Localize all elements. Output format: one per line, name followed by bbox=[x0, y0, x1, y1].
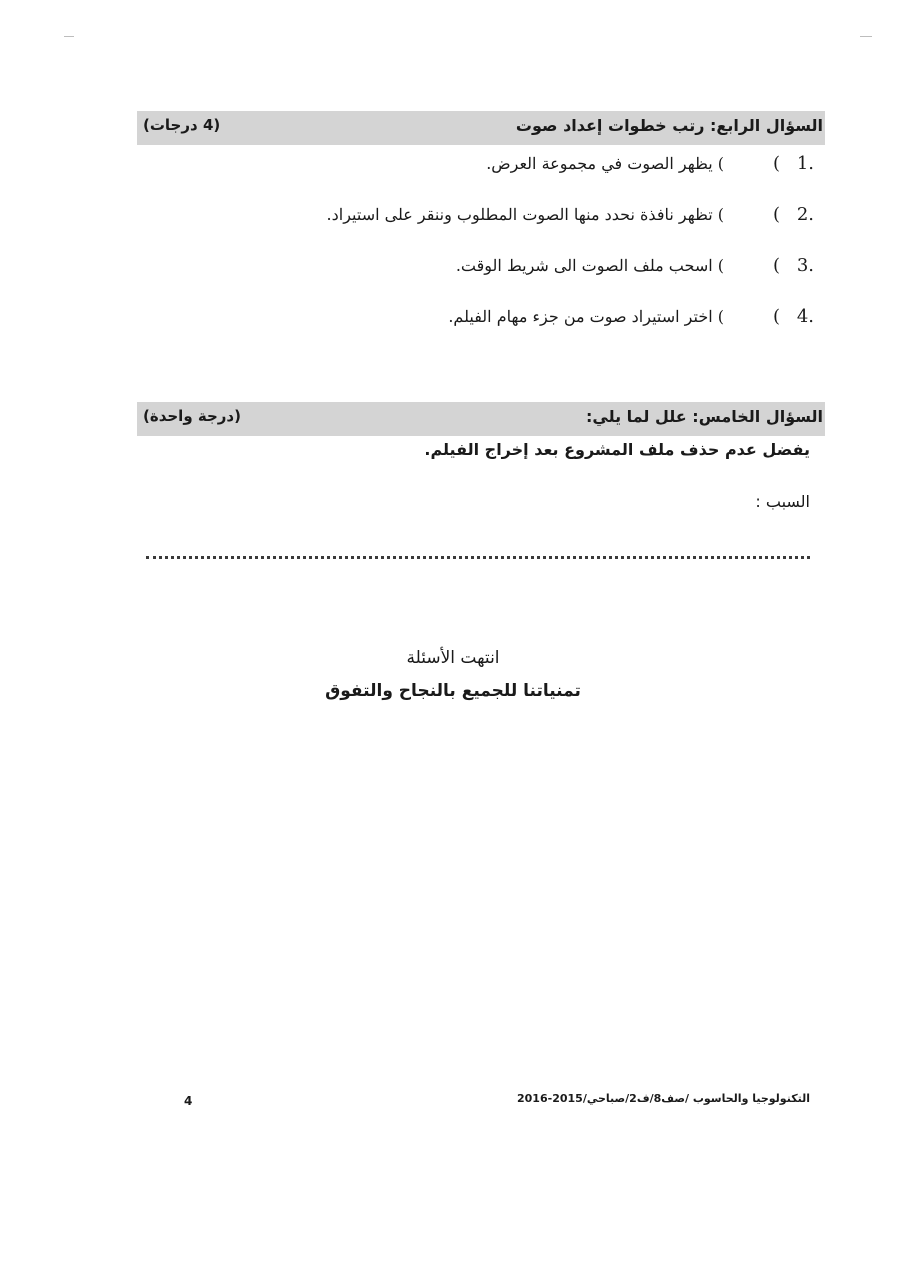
scan-corner-mark bbox=[64, 36, 74, 37]
step-number: 2. bbox=[796, 203, 814, 225]
step-number: 1. bbox=[796, 152, 814, 174]
answer-blank: ( bbox=[772, 254, 780, 276]
scan-corner-mark bbox=[860, 36, 872, 37]
good-wishes-text: تمنياتنا للجميع بالنجاح والتفوق bbox=[325, 681, 581, 701]
question4-title: السؤال الرابع: رتب خطوات إعداد صوت bbox=[515, 116, 823, 135]
question5-statement: يفضل عدم حذف ملف المشروع بعد إخراج الفيلم. bbox=[424, 440, 810, 459]
answer-blank: ( bbox=[772, 203, 780, 225]
step-item bbox=[456, 250, 814, 280]
answer-dotted-line bbox=[146, 556, 810, 559]
end-of-questions-text: انتهت الأسئلة bbox=[406, 648, 500, 668]
answer-blank: ( bbox=[772, 305, 780, 327]
page-number: 4 bbox=[184, 1094, 193, 1108]
question4-header bbox=[137, 111, 825, 145]
footer-course-info: التكنولوجيا والحاسوب /صف8/ف2/صباحي/2015-2016 bbox=[516, 1092, 810, 1105]
step-text: ) اختر استيراد صوت من جزء مهام الفيلم. bbox=[448, 306, 724, 326]
step-item bbox=[327, 199, 814, 229]
answer-blank: ( bbox=[772, 152, 780, 174]
step-item bbox=[448, 301, 814, 331]
question5-title: السؤال الخامس: علل لما يلي: bbox=[585, 407, 823, 426]
step-text: ) تظهر نافذة نحدد منها الصوت المطلوب وننقر على استيراد. bbox=[326, 204, 724, 224]
question5-header bbox=[137, 402, 825, 436]
step-text: ) يظهر الصوت في مجموعة العرض. bbox=[486, 153, 724, 173]
step-number: 4. bbox=[796, 305, 814, 327]
step-number: 3. bbox=[796, 254, 814, 276]
step-text: ) اسحب ملف الصوت الى شريط الوقت. bbox=[455, 255, 724, 275]
reason-label: السبب : bbox=[755, 492, 810, 511]
question5-score: (درجة واحدة) bbox=[143, 407, 241, 425]
question4-score: (4 درجات) bbox=[143, 116, 221, 134]
step-item bbox=[486, 148, 814, 178]
